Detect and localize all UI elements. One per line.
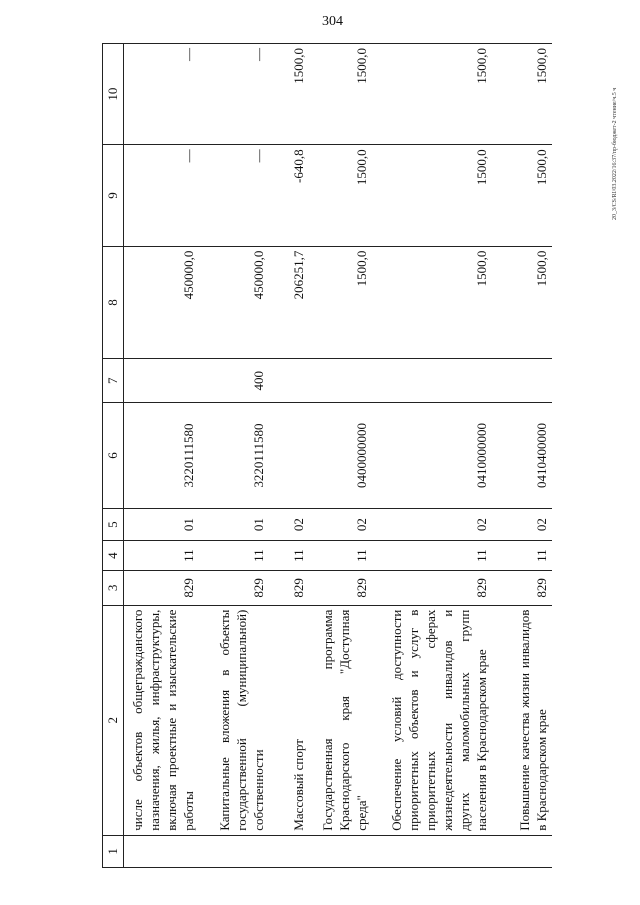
table-row <box>372 44 492 868</box>
table-row <box>199 44 269 868</box>
cell-pr: 02 <box>492 508 552 540</box>
cell-rz: 11 <box>124 541 199 571</box>
row-name: Капитальные вложения в объекты государственной (муниципальной) собственности <box>199 605 269 835</box>
table-row <box>492 44 552 868</box>
cell-vr: 400 <box>199 359 269 403</box>
header-col-8: 8 <box>103 246 124 359</box>
cell-vr <box>372 359 492 403</box>
header-col-6: 6 <box>103 403 124 509</box>
side-note: 20_3/CS/RI/03.2022/16:37/пр-бюджет-2 чтение/ч.5 ч <box>612 87 618 220</box>
cell-total: 1500,0 <box>309 44 372 145</box>
row-name: Повышение качества жизни инвалидов в Краснодарском крае <box>492 605 552 835</box>
header-col-4: 4 <box>103 541 124 571</box>
cell-ved: 829 <box>372 571 492 606</box>
cell-total: — <box>199 44 269 145</box>
cell-rz: 11 <box>309 541 372 571</box>
cell-csr: 3220111580 <box>124 403 199 509</box>
budget-table <box>102 43 552 868</box>
cell-change: 1500,0 <box>309 145 372 246</box>
cell-rz: 11 <box>199 541 269 571</box>
cell-ved: 829 <box>492 571 552 606</box>
cell-total: 1500,0 <box>269 44 309 145</box>
cell-pr: 02 <box>372 508 492 540</box>
header-col-5: 5 <box>103 508 124 540</box>
header-col-9: 9 <box>103 145 124 246</box>
cell-ved: 829 <box>269 571 309 606</box>
cell-total: 1500,0 <box>492 44 552 145</box>
table-row <box>269 44 309 868</box>
cell-total: 1500,0 <box>372 44 492 145</box>
cell-amount: 1500,0 <box>492 246 552 359</box>
header-col-3: 3 <box>103 571 124 606</box>
row-name: Массовый спорт <box>269 605 309 835</box>
cell-amount: 1500,0 <box>372 246 492 359</box>
cell-csr <box>269 403 309 509</box>
cell-pr: 01 <box>124 508 199 540</box>
table-row <box>124 44 199 868</box>
cell-csr: 3220111580 <box>199 403 269 509</box>
page-number: 304 <box>322 14 343 29</box>
cell-vr <box>269 359 309 403</box>
row-name: Государственная программа Краснодарского края "Доступная среда" <box>309 605 372 835</box>
cell-csr: 0400000000 <box>309 403 372 509</box>
cell-rz: 11 <box>372 541 492 571</box>
cell-pr: 02 <box>309 508 372 540</box>
cell-total: — <box>124 44 199 145</box>
header-row <box>103 44 124 868</box>
row-name: Обеспечение условий доступности приоритетных объектов и услуг в приоритетных сферах жизнедеятельности инвалидов и других маломобильных групп населения в Краснодарском крае <box>372 605 492 835</box>
header-col-10: 10 <box>103 44 124 145</box>
cell-change: — <box>124 145 199 246</box>
cell-change: — <box>199 145 269 246</box>
header-col-7: 7 <box>103 359 124 403</box>
cell-vr <box>124 359 199 403</box>
cell-amount: 450000,0 <box>199 246 269 359</box>
cell-vr <box>309 359 372 403</box>
cell-change: 1500,0 <box>492 145 552 246</box>
cell-amount: 450000,0 <box>124 246 199 359</box>
cell-rz: 11 <box>269 541 309 571</box>
cell-amount: 1500,0 <box>309 246 372 359</box>
cell-vr <box>492 359 552 403</box>
cell-ved: 829 <box>124 571 199 606</box>
cell-ved: 829 <box>309 571 372 606</box>
table-row <box>309 44 372 868</box>
cell-csr: 0410000000 <box>372 403 492 509</box>
header-col-1: 1 <box>103 835 124 867</box>
budget-table-container <box>102 43 549 868</box>
cell-pr: 02 <box>269 508 309 540</box>
row-name: числе объектов общегражданского назначения, жилья, инфраструктуры, включая проектные и изыскательские работы <box>124 605 199 835</box>
cell-amount: 206251,7 <box>269 246 309 359</box>
cell-change: -640,8 <box>269 145 309 246</box>
cell-pr: 01 <box>199 508 269 540</box>
cell-rz: 11 <box>492 541 552 571</box>
cell-change: 1500,0 <box>372 145 492 246</box>
header-col-2: 2 <box>103 605 124 835</box>
cell-ved: 829 <box>199 571 269 606</box>
cell-csr: 0410400000 <box>492 403 552 509</box>
